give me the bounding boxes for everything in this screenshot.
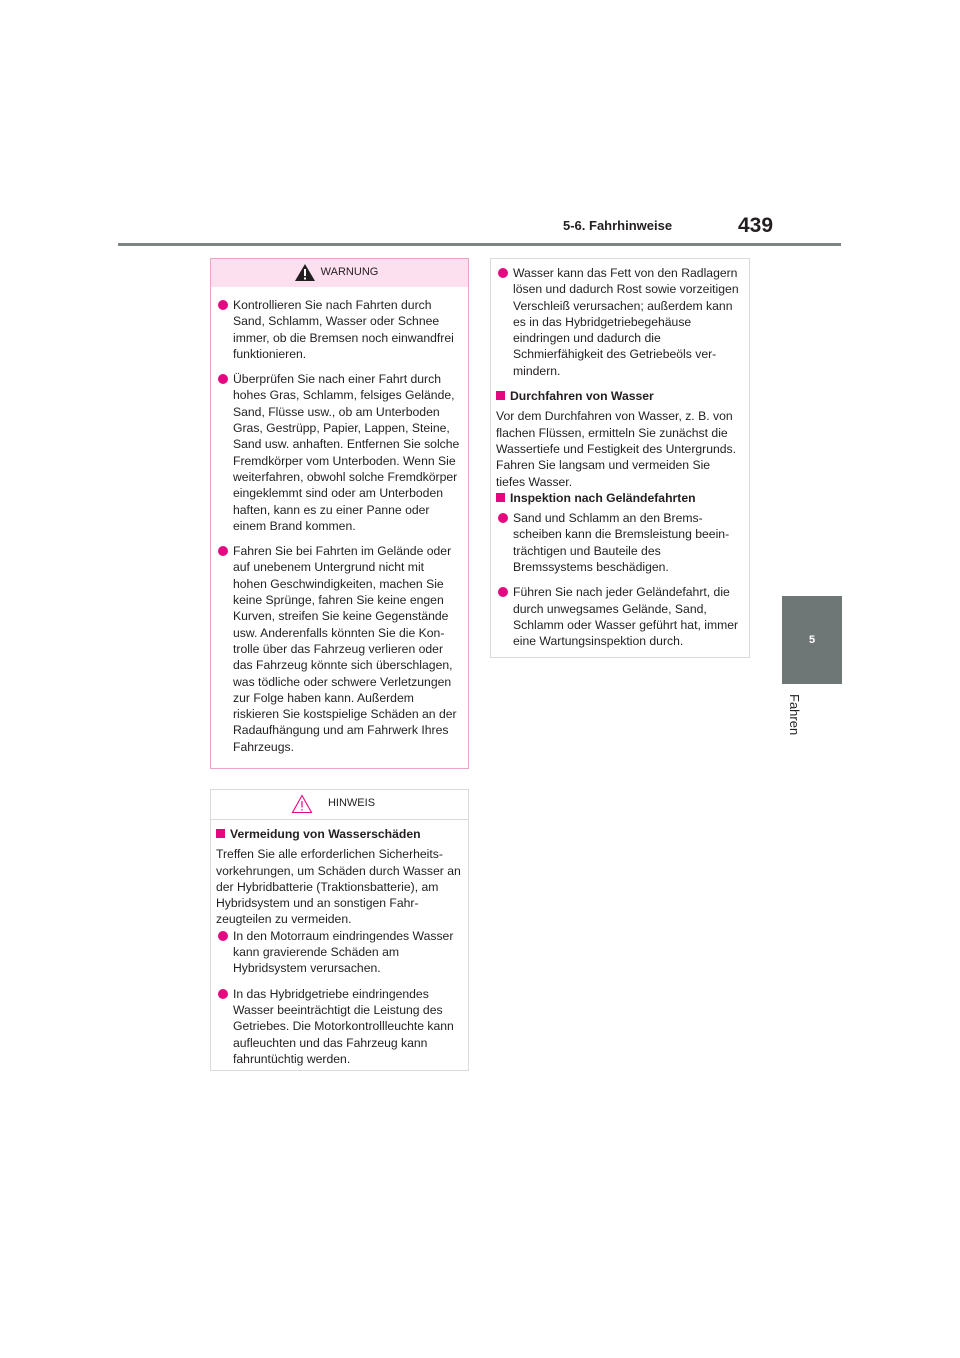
warning-item-3: Fahren Sie bei Fahrten im Gelände oder auf unebenem Untergrund nicht mit hohen Geschwindigkeiten, machen Sie keine Sprünge, fahren Sie keine engen Kurven, streifen Sie keine Gegenstände usw. Anderenfalls könnten Sie die Kontrolle über das Fahrzeug verlieren oder das Fahrzeug könnte sich überschlagen, was tödliche oder schwere Verletzungen zur Folge haben kann. Außerdem riskieren Sie kostspielige Schäden an der Radaufhängung und am Fahrwerk Ihres Fahrzeugs. — [216, 543, 461, 755]
warning-item-2: Überprüfen Sie nach einer Fahrt durch hohes Gras, Schlamm, felsiges Gelände, Sand, Flüsse usw., ob am Unterboden Gras, Gestrüpp, Papier, Lappen, Steine, Sand usw. anhaften. Entfernen Sie solche Fremdkörper vom Unterboden. Wenn Sie weiterfahren, obwohl solche Fremdkörper eingeklemmt sind oder am Unterboden haften, kann es zu einer Panne oder einem Brand kommen. — [216, 371, 461, 534]
warning-title: WARNUNG — [320, 266, 379, 278]
square-bullet-icon — [496, 493, 505, 502]
inspection-item-2: Führen Sie nach jeder Geländefahrt, die durch unwegsames Gelände, Sand, Schlamm oder Wasser geführt hat, immer eine Wartungsinspektion durch. — [496, 584, 742, 649]
bullet-icon — [218, 300, 228, 310]
bullet-icon — [498, 268, 508, 278]
bullet-icon — [498, 587, 508, 597]
warning-header — [211, 259, 468, 287]
water-heading: Durchfahren von Wasser — [496, 388, 742, 404]
section-title: 5-6. Fahrhinweise — [563, 218, 673, 233]
bullet-icon — [498, 513, 508, 523]
bullet-icon — [218, 989, 228, 999]
page-number: 439 — [738, 214, 774, 237]
chapter-tab[interactable]: 5 — [782, 596, 842, 684]
notice-title: HINWEIS — [327, 797, 376, 809]
square-bullet-icon — [496, 391, 505, 400]
water-text: Vor dem Durchfahren von Wasser, z. B. von flachen Flüssen, ermitteln Sie zunächst die Wassertiefe und Festigkeit des Untergrunds. Fahren Sie langsam und vermeiden Sie tiefes Wasser. — [496, 409, 737, 489]
notice-subheading: Vermeidung von Wasserschäden — [216, 826, 461, 842]
notice-item-2: In das Hybridgetriebe eindringendes Wasser beeinträchtigt die Leistung des Getriebes. Die Motorkontrollleuchte kann aufleuchten und das Fahrzeug kann fahruntüchtig werden. — [216, 986, 461, 1067]
continued-notice-box — [490, 258, 750, 658]
bullet-icon — [218, 931, 228, 941]
inspection-item-1: Sand und Schlamm an den Bremsscheiben kann die Bremsleistung beeinträchtigen und Bauteile des Bremssystems beschädigen. — [496, 510, 742, 575]
bullet-icon — [218, 546, 228, 556]
header-rule — [118, 243, 841, 246]
square-bullet-icon — [216, 829, 225, 838]
warning-item-1: Kontrollieren Sie nach Fahrten durch Sand, Schlamm, Wasser oder Schnee immer, ob die Bremsen noch einwandfrei funktionieren. — [216, 297, 461, 362]
notice-item-1: In den Motorraum eindringendes Wasser kann gravierende Schäden am Hybridsystem verursachen. — [216, 928, 461, 977]
warning-box — [210, 258, 469, 769]
continued-item-1: Wasser kann das Fett von den Radlagern lösen und dadurch Rost sowie vorzeitigen Verschleiß verursachen; außerdem kann es in das Hybridgetriebegehäuse eindringen und dadurch die Schmierfähigkeit des Getriebeöls vermindern. — [496, 265, 742, 379]
bullet-icon — [218, 374, 228, 384]
notice-box — [210, 789, 469, 1071]
notice-intro: Treffen Sie alle erforderlichen Sicherheitsvorkehrungen, um Schäden durch Wasser an der Hybridbatterie (Traktionsbatterie), am Hybridsystem und an sonstigen Fahrzeugteilen zu vermeiden. — [216, 847, 461, 927]
inspection-heading: Inspektion nach Geländefahrten — [496, 490, 742, 506]
chapter-label: Fahren — [787, 694, 802, 736]
notice-header — [211, 790, 468, 820]
